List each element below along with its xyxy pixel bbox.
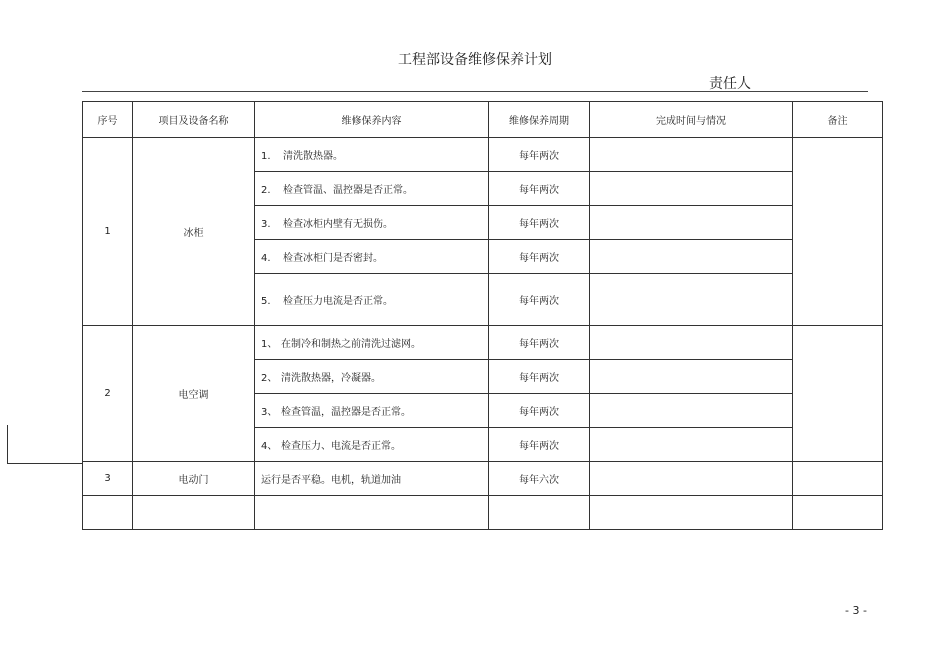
cycle-cell: 每年六次 — [489, 462, 590, 496]
task-cell — [255, 326, 489, 360]
completion-cell — [590, 394, 793, 428]
remarks-cell — [793, 326, 883, 462]
page-number: - 3 - — [845, 604, 867, 617]
completion-cell — [590, 172, 793, 206]
equipment-name-cell: 电动门 — [133, 462, 255, 496]
task-text: 检查管温，温控器是否正常。 — [281, 407, 411, 418]
task-text: 检查压力、电流是否正常。 — [281, 441, 401, 452]
cycle-cell: 每年两次 — [489, 240, 590, 274]
table-row — [83, 462, 883, 496]
cycle-cell: 每年两次 — [489, 274, 590, 326]
task-number: 2. — [261, 185, 271, 196]
table-row — [83, 326, 883, 360]
empty-cell — [83, 496, 133, 530]
table-header-row — [83, 102, 883, 138]
header-item: 项目及设备名称 — [133, 102, 255, 138]
document-title: 工程部设备维修保养计划 — [398, 52, 552, 68]
header-cycle: 维修保养周期 — [489, 102, 590, 138]
task-text: 检查管温、温控器是否正常。 — [283, 185, 413, 196]
empty-cell — [590, 496, 793, 530]
task-text: 清洗散热器，冷凝器。 — [281, 373, 381, 384]
table-row-empty — [83, 496, 883, 530]
completion-cell — [590, 206, 793, 240]
seq-cell: 3 — [83, 462, 133, 496]
seq-cell: 2 — [83, 326, 133, 462]
empty-cell — [489, 496, 590, 530]
cycle-cell: 每年两次 — [489, 206, 590, 240]
margin-mark-vertical — [7, 425, 8, 463]
task-cell — [255, 360, 489, 394]
task-number: 1、 — [261, 339, 278, 350]
cycle-cell: 每年两次 — [489, 394, 590, 428]
task-number: 2、 — [261, 373, 278, 384]
task-text: 运行是否平稳。电机，轨道加油 — [261, 475, 401, 486]
header-remarks: 备注 — [793, 102, 883, 138]
task-cell — [255, 394, 489, 428]
cycle-cell: 每年两次 — [489, 138, 590, 172]
task-cell — [255, 206, 489, 240]
header-completion: 完成时间与情况 — [590, 102, 793, 138]
margin-mark-horizontal — [7, 463, 82, 464]
task-cell — [255, 462, 489, 496]
task-number: 4、 — [261, 441, 278, 452]
remarks-cell — [793, 138, 883, 326]
task-text: 检查压力电流是否正常。 — [283, 296, 393, 307]
equipment-name-cell: 电空调 — [133, 326, 255, 462]
task-number: 3. — [261, 219, 271, 230]
task-cell — [255, 240, 489, 274]
task-text: 在制冷和制热之前清洗过滤网。 — [281, 339, 421, 350]
task-text: 检查冰柜门是否密封。 — [283, 253, 383, 264]
completion-cell — [590, 326, 793, 360]
cycle-cell: 每年两次 — [489, 326, 590, 360]
completion-cell — [590, 240, 793, 274]
task-text: 清洗散热器。 — [283, 151, 343, 162]
header-rule — [82, 91, 868, 92]
task-cell — [255, 274, 489, 326]
task-cell — [255, 172, 489, 206]
task-number: 3、 — [261, 407, 278, 418]
completion-cell — [590, 428, 793, 462]
equipment-name-cell: 冰柜 — [133, 138, 255, 326]
cycle-cell: 每年两次 — [489, 172, 590, 206]
empty-cell — [793, 496, 883, 530]
completion-cell — [590, 274, 793, 326]
task-number: 1. — [261, 151, 271, 162]
header-seq: 序号 — [83, 102, 133, 138]
task-number: 5. — [261, 296, 271, 307]
completion-cell — [590, 138, 793, 172]
maintenance-plan-table — [82, 101, 883, 530]
table-row — [83, 138, 883, 172]
task-cell — [255, 138, 489, 172]
completion-cell — [590, 360, 793, 394]
header-content: 维修保养内容 — [255, 102, 489, 138]
empty-cell — [255, 496, 489, 530]
task-cell — [255, 428, 489, 462]
cycle-cell: 每年两次 — [489, 360, 590, 394]
empty-cell — [133, 496, 255, 530]
responsible-person-label: 责任人 — [709, 76, 751, 92]
task-text: 检查冰柜内壁有无损伤。 — [283, 219, 393, 230]
completion-cell — [590, 462, 793, 496]
cycle-cell: 每年两次 — [489, 428, 590, 462]
task-number: 4. — [261, 253, 271, 264]
seq-cell: 1 — [83, 138, 133, 326]
remarks-cell — [793, 462, 883, 496]
